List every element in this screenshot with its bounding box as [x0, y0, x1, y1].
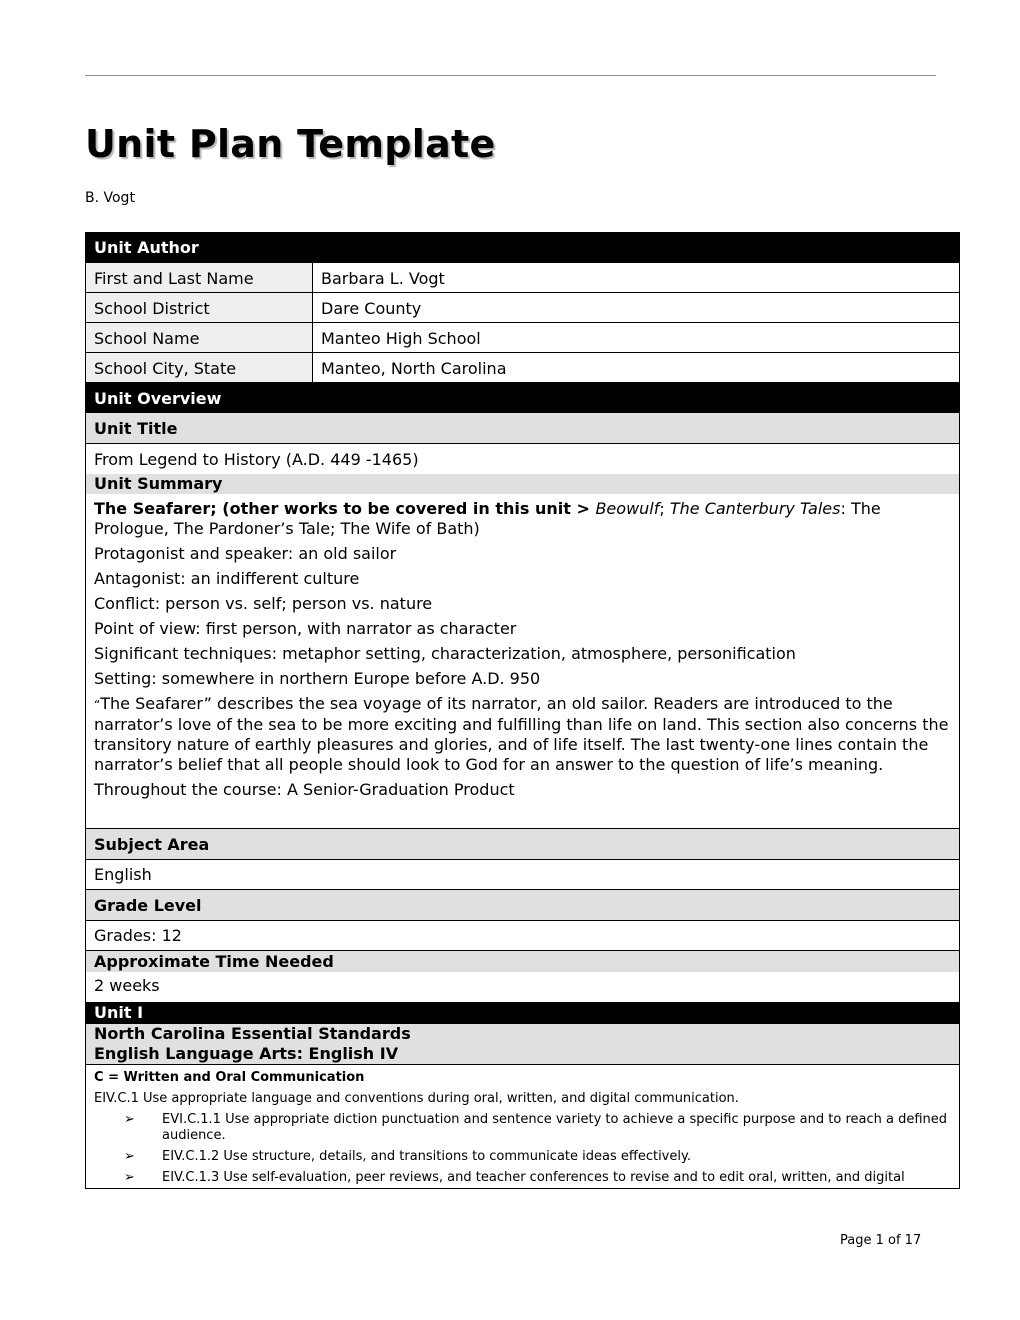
page-title: Unit Plan Template: [85, 122, 496, 166]
standards-title: North Carolina Essential Standards: [94, 1024, 411, 1043]
summary-line: Significant techniques: metaphor setting, characterization, atmosphere, personification: [94, 644, 796, 663]
author-row-name: [86, 263, 959, 293]
grade-level-value: Grades: 12: [86, 920, 959, 951]
row-label: School District: [86, 293, 313, 322]
standards-header: [86, 1024, 959, 1065]
unit-title-label: Unit Title: [86, 413, 959, 444]
summary-works: [94, 499, 951, 539]
summary-work-canterbury: The Canterbury Tales: [669, 499, 841, 518]
time-needed-value: 2 weeks: [94, 976, 160, 995]
unit-summary-body: [86, 494, 959, 829]
author-line: B. Vogt: [85, 190, 135, 206]
unit-plan-table: [85, 232, 960, 1189]
sub-standard-text: EIV.C.1.3 Use self-evaluation, peer reviews, and teacher conferences to revise and to edit oral, written, and digital: [162, 1170, 905, 1185]
subject-area-value: English: [86, 859, 959, 890]
standards-subtitle: English Language Arts: English IV: [94, 1044, 399, 1063]
unit-title-value: From Legend to History (A.D. 449 -1465): [94, 450, 419, 469]
unit-author-header: Unit Author: [86, 232, 959, 263]
author-row-district: [86, 293, 959, 323]
author-row-school: [86, 323, 959, 353]
sub-standard-text: EIV.C.1.2 Use structure, details, and transitions to communicate ideas effectively.: [162, 1149, 691, 1164]
summary-line: Throughout the course: A Senior-Graduation Product: [94, 780, 515, 799]
summary-line: Protagonist and speaker: an old sailor: [94, 544, 397, 563]
subject-area-label: Subject Area: [86, 829, 959, 859]
row-value: Manteo, North Carolina: [321, 359, 507, 378]
summary-rest: : The Prologue, The Pardoner’s Tale; The Wife of Bath): [94, 499, 881, 538]
unit-summary-label: Unit Summary: [86, 474, 959, 494]
unit-overview-header: Unit Overview: [86, 383, 959, 413]
row-value: Barbara L. Vogt: [321, 269, 445, 288]
row-label: First and Last Name: [86, 263, 313, 292]
summary-separator: ;: [659, 499, 670, 518]
unit-one-header: Unit I: [86, 1002, 959, 1024]
row-label: School City, State: [86, 353, 313, 382]
summary-line: Conflict: person vs. self; person vs. nature: [94, 594, 433, 613]
sub-standard-text: EVI.C.1.1 Use appropriate diction punctuation and sentence variety to achieve a specific purpose and to reach a defined audience.: [162, 1112, 948, 1143]
summary-line: Setting: somewhere in northern Europe before A.D. 950: [94, 669, 541, 688]
sub-standard-item: [124, 1149, 951, 1165]
row-value: Dare County: [321, 299, 422, 318]
summary-line: Point of view: first person, with narrator as character: [94, 619, 517, 638]
summary-bold: The Seafarer; (other works to be covered in this unit >: [94, 499, 596, 518]
standards-body: [86, 1065, 959, 1186]
standards-category: C = Written and Oral Communication: [94, 1070, 365, 1085]
row-value: Manteo High School: [321, 329, 481, 348]
arrow-bullet-icon: ➢: [124, 1149, 135, 1164]
page-number: Page 1 of 17: [840, 1233, 922, 1248]
summary-paragraph: [94, 694, 951, 775]
sub-standard-item: [124, 1112, 951, 1144]
sub-standard-item: [124, 1170, 951, 1186]
summary-paragraph-text: The Seafarer” describes the sea voyage of its narrator, an old sailor. Readers are introduced to the narrator’s love of the sea to be more exciting and fulfilling than life on land. This section also concerns the transitory nature of earthly pleasures and glories, and of life itself. The last twenty-one lines contain the narrator’s belief that all people should look to God for an answer to the question of life’s meaning.: [94, 694, 949, 774]
time-needed-label: Approximate Time Needed: [86, 951, 959, 972]
author-row-city: [86, 353, 959, 383]
row-label: School Name: [86, 323, 313, 352]
grade-level-label: Grade Level: [86, 890, 959, 920]
summary-line: Antagonist: an indifferent culture: [94, 569, 360, 588]
header-rule: [85, 75, 936, 76]
arrow-bullet-icon: ➢: [124, 1112, 135, 1127]
summary-work-beowulf: Beowulf: [595, 499, 660, 518]
open-quote: “: [94, 698, 101, 712]
arrow-bullet-icon: ➢: [124, 1170, 135, 1185]
main-standard: EIV.C.1 Use appropriate language and conventions during oral, written, and digital communication.: [94, 1091, 739, 1106]
